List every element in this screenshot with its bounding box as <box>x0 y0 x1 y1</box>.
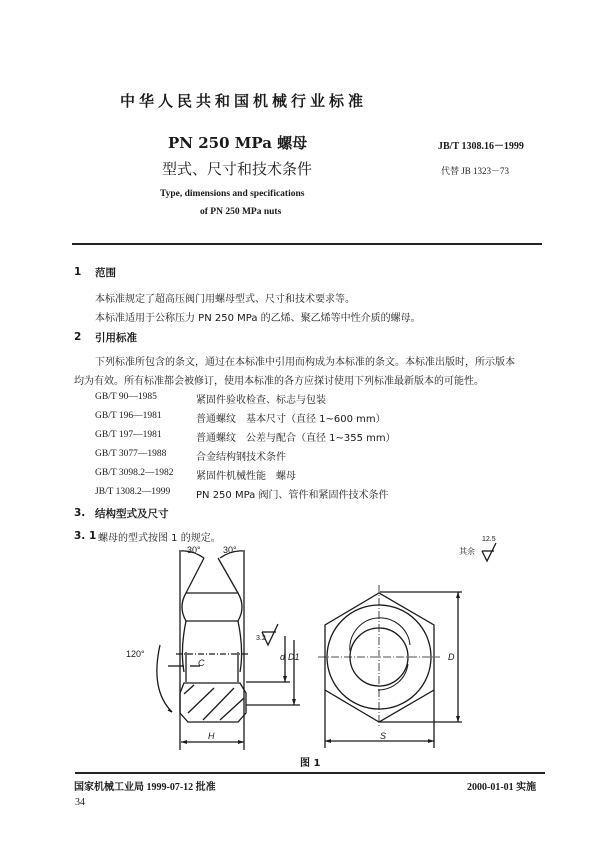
roughness-general-value: 12.5 <box>482 536 496 543</box>
page-number: 34 <box>75 797 85 808</box>
dimension-d-label: d <box>280 652 286 662</box>
implementation-date: 2000-01-01 实施 <box>467 782 537 793</box>
dimension-big-d-label: D <box>448 652 455 662</box>
dimension-d1-label: D1 <box>288 652 300 662</box>
english-title-line-1: Type, dimensions and specifications <box>160 189 305 199</box>
reference-code: GB/T 3098.2—1982 <box>95 468 174 478</box>
reference-title: 紧固件验收检查、标志与包装 <box>196 395 326 406</box>
section-2-intro-line-2: 均为有效。所有标准都会被修订，使用本标准的各方应探讨使用下列标准最新版本的可能性。 <box>74 376 484 387</box>
angle-right-label: 30° <box>223 545 237 555</box>
english-title-line-2: of PN 250 MPa nuts <box>200 207 282 217</box>
dimension-s-label: S <box>380 731 387 741</box>
standard-code: JB/T 1308.16－1999 <box>438 141 524 152</box>
section-3-number: 3. <box>74 507 86 519</box>
section-1-paragraph-2: 本标准适用于公称压力 PN 250 MPa 的乙烯、聚乙烯等中性介质的螺母。 <box>95 313 421 324</box>
reference-code: GB/T 196—1981 <box>95 411 162 421</box>
dimension-c-label: C <box>198 658 205 668</box>
reference-code: GB/T 3077—1988 <box>95 449 167 459</box>
section-1-paragraph-1: 本标准规定了超高压阀门用螺母型式、尺寸和技术要求等。 <box>95 294 355 305</box>
roughness-general-label: 其余 <box>459 547 475 556</box>
issuing-organization: 中华人民共和国机械行业标准 <box>120 92 368 110</box>
subsection-3-1-text: 螺母的型式按图 1 的规定。 <box>98 533 221 544</box>
reference-title: 紧固件机械性能 螺母 <box>196 471 296 482</box>
reference-title: 普通螺纹 基本尺寸（直径 1~600 mm） <box>196 414 386 425</box>
angle-left-label: 30° <box>187 545 201 555</box>
reference-code: GB/T 90—1985 <box>95 392 157 402</box>
angle-bottom-label: 120° <box>126 649 145 659</box>
footer-divider <box>75 772 545 774</box>
replaces-standard: 代替 JB 1323－73 <box>441 166 510 176</box>
section-2-intro-line-1: 下列标准所包含的条文，通过在本标准中引用而构成为本标准的条文。本标准出版时，所示版本 <box>95 357 515 368</box>
section-2-title: 引用标准 <box>95 332 137 344</box>
title-line-1: PN 250 MPa 螺母 <box>168 134 308 152</box>
title-line-2: 型式、尺寸和技术条件 <box>162 160 313 178</box>
reference-title: PN 250 MPa 阀门、管件和紧固件技术条件 <box>196 490 389 501</box>
approval-info: 国家机械工业局 1999-07-12 批准 <box>74 782 216 793</box>
reference-title: 普通螺纹 公差与配合（直径 1~355 mm） <box>196 433 396 444</box>
section-3-title: 结构型式及尺寸 <box>95 508 169 520</box>
figure-caption: 图 1 <box>300 758 321 769</box>
section-1-number: 1 <box>74 266 82 278</box>
subsection-3-1-number: 3. 1 <box>74 530 97 542</box>
reference-code: JB/T 1308.2—1999 <box>95 487 171 497</box>
section-1-title: 范围 <box>95 267 116 279</box>
dimension-h-label: H <box>208 731 215 741</box>
reference-code: GB/T 197—1981 <box>95 430 162 440</box>
roughness-thread-value: 3.2 <box>256 635 266 642</box>
section-2-number: 2 <box>74 331 82 343</box>
reference-title: 合金结构钢技术条件 <box>196 452 286 463</box>
